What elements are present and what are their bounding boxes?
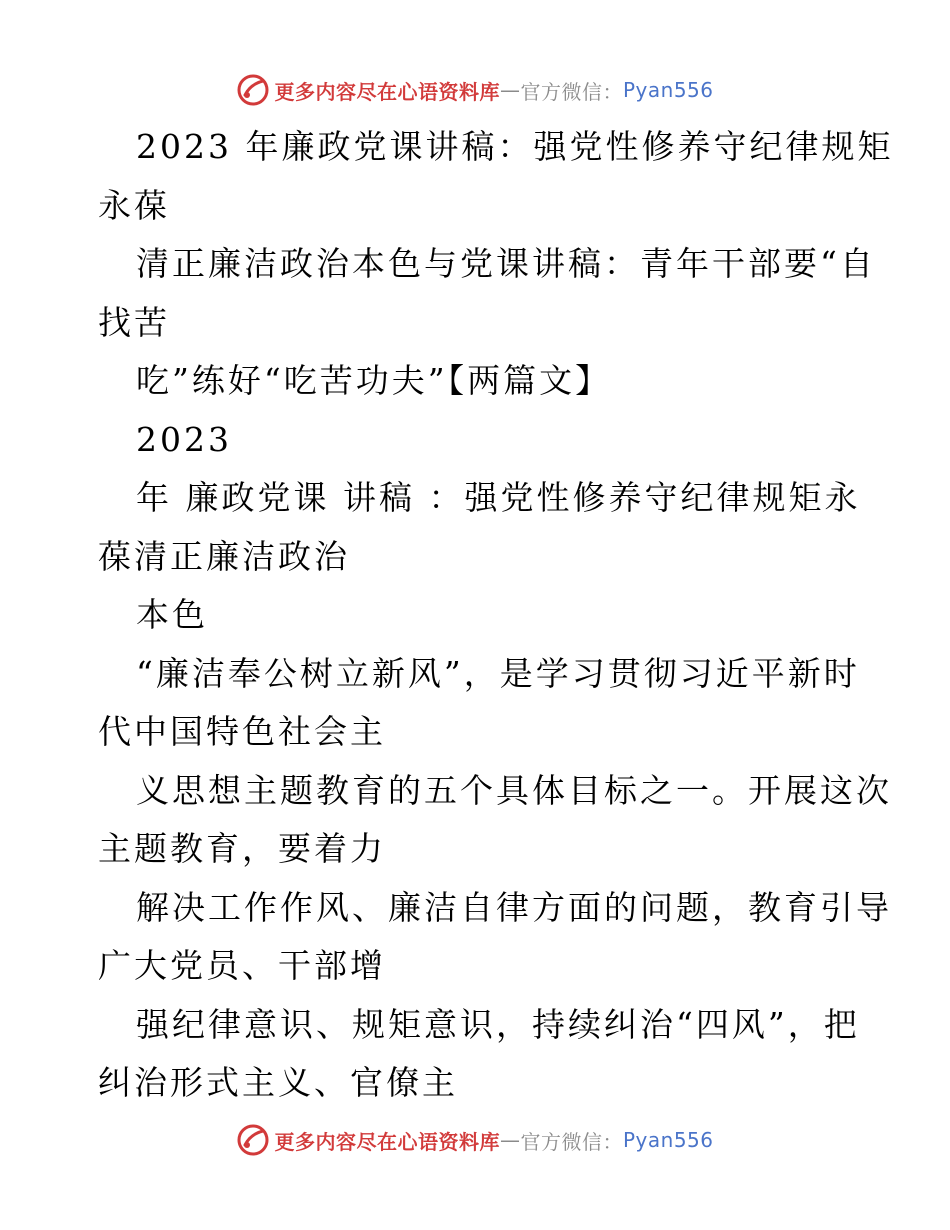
watermark-dash: — <box>499 78 521 102</box>
document-body <box>98 118 894 1113</box>
text-line: 清正廉洁政治本色与党课讲稿：青年干部要“自 <box>136 244 876 283</box>
watermark-wechat-label: 官方微信： <box>520 1129 623 1154</box>
watermark-wechat-id: Pyan556 <box>622 1128 714 1152</box>
footer-watermark <box>0 1120 950 1160</box>
ink-brush-logo-icon <box>236 1123 270 1157</box>
watermark-site-text: 更多内容尽在心语资料库 <box>274 1129 500 1154</box>
text-line: 义思想主题教育的五个具体目标之一。开展这次 <box>136 770 892 810</box>
text-line: 强纪律意识、规矩意识，持续纠治“四风”，把 <box>136 1004 860 1044</box>
watermark-dash: — <box>499 1128 521 1152</box>
watermark-wechat-label: 官方微信： <box>520 79 623 104</box>
text-line: 2023 年廉政党课讲稿：强党性修养守纪律规矩 <box>136 127 894 166</box>
text-line: 广大党员、干部增 <box>98 946 386 985</box>
text-line: 代中国特色社会主 <box>98 712 386 751</box>
watermark-site-text: 更多内容尽在心语资料库 <box>274 79 500 104</box>
text-line: 本色 <box>136 595 208 634</box>
text-line: 年 廉政党课 讲稿 ：强党性修养守纪律规矩永 <box>136 478 861 517</box>
text-line: 葆清正廉洁政治 <box>98 536 350 576</box>
text-line: 解决工作作风、廉洁自律方面的问题，教育引导 <box>136 887 892 927</box>
text-line: 纠治形式主义、官僚主 <box>98 1063 458 1102</box>
watermark-wechat-id: Pyan556 <box>622 78 714 102</box>
text-line: “廉洁奉公树立新风”，是学习贯彻习近平新时 <box>136 653 860 693</box>
text-line: 找苦 <box>98 302 170 342</box>
ink-brush-logo-icon <box>236 73 270 107</box>
text-line: 吃”练好“吃苦功夫”【两篇文】 <box>136 361 612 400</box>
text-line: 2023 <box>136 419 232 459</box>
text-line: 永葆 <box>98 185 170 225</box>
text-line: 主题教育，要着力 <box>98 829 386 868</box>
header-watermark <box>0 70 950 110</box>
